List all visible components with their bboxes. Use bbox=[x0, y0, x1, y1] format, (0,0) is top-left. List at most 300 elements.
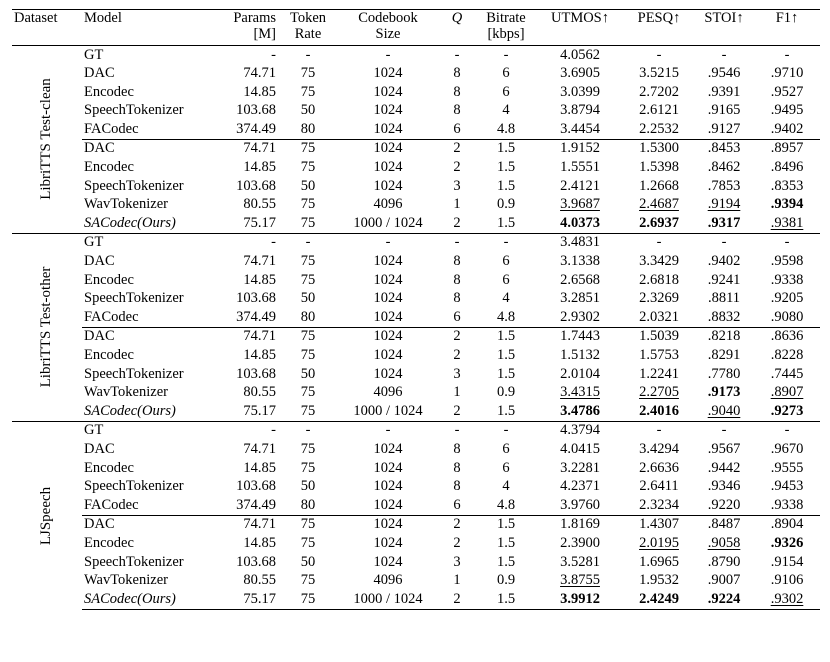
bitrate-cell bbox=[476, 440, 536, 459]
q-cell bbox=[438, 327, 476, 346]
table-row bbox=[12, 347, 820, 366]
token-rate-cell-value: 75 bbox=[300, 572, 316, 589]
utmos-cell bbox=[536, 65, 624, 84]
token-rate-cell-value: 50 bbox=[300, 177, 316, 194]
bitrate-cell bbox=[476, 139, 536, 158]
q-cell bbox=[438, 553, 476, 572]
model-cell-value: Encodec bbox=[84, 271, 134, 288]
codebook-cell bbox=[338, 553, 438, 572]
token-rate-cell bbox=[278, 290, 338, 309]
codebook-cell-value: 1024 bbox=[373, 553, 403, 570]
f1-cell bbox=[754, 177, 820, 196]
pesq-cell bbox=[624, 65, 694, 84]
table-row bbox=[12, 159, 820, 178]
utmos-cell bbox=[536, 440, 624, 459]
codebook-cell bbox=[338, 327, 438, 346]
token-rate-cell-value: 75 bbox=[300, 590, 316, 607]
utmos-cell bbox=[536, 421, 624, 440]
token-rate-cell bbox=[278, 139, 338, 158]
stoi-cell bbox=[694, 421, 754, 440]
table-row bbox=[12, 139, 820, 158]
table-row bbox=[12, 65, 820, 84]
model-cell-value: SACodec(Ours) bbox=[84, 402, 176, 419]
utmos-cell bbox=[536, 139, 624, 158]
token-rate-cell bbox=[278, 384, 338, 403]
dataset-label: LibriTTS Test-other bbox=[38, 267, 55, 388]
stoi-cell-value: .8462 bbox=[707, 159, 741, 176]
q-cell bbox=[438, 271, 476, 290]
pesq-cell-value: 1.2668 bbox=[639, 177, 679, 194]
bitrate-cell-value: 6 bbox=[502, 271, 510, 288]
utmos-cell bbox=[536, 159, 624, 178]
f1-cell bbox=[754, 46, 820, 65]
codebook-cell-value: 1000 / 1024 bbox=[353, 214, 423, 231]
token-rate-cell-value: - bbox=[305, 46, 311, 63]
bitrate-cell-value: 1.5 bbox=[496, 534, 516, 551]
bitrate-cell-value: 1.5 bbox=[496, 140, 516, 157]
q-cell-value: 6 bbox=[453, 120, 461, 137]
bitrate-cell-value: 1.5 bbox=[496, 177, 516, 194]
utmos-cell-value: 1.9152 bbox=[560, 140, 600, 157]
q-cell bbox=[438, 402, 476, 421]
token-rate-cell-value: 75 bbox=[300, 159, 316, 176]
model-cell bbox=[82, 214, 212, 233]
utmos-cell bbox=[536, 365, 624, 384]
pesq-cell bbox=[624, 120, 694, 139]
codebook-cell-value: 1024 bbox=[373, 459, 403, 476]
q-cell bbox=[438, 177, 476, 196]
q-cell-value: 1 bbox=[453, 572, 461, 589]
model-cell bbox=[82, 233, 212, 252]
table-row bbox=[12, 459, 820, 478]
pesq-cell-value: 2.6937 bbox=[639, 214, 679, 231]
codebook-cell-value: 1000 / 1024 bbox=[353, 402, 423, 419]
params-cell bbox=[212, 139, 278, 158]
f1-cell-value: .9402 bbox=[770, 120, 804, 137]
stoi-cell bbox=[694, 196, 754, 215]
utmos-cell bbox=[536, 590, 624, 609]
q-cell-value: 1 bbox=[453, 384, 461, 401]
model-cell-value: Encodec bbox=[84, 459, 134, 476]
stoi-cell bbox=[694, 120, 754, 139]
codebook-cell-value: 1024 bbox=[373, 83, 403, 100]
f1-cell-value: .9710 bbox=[770, 65, 804, 82]
token-rate-cell bbox=[278, 233, 338, 252]
pesq-cell-value: 1.6965 bbox=[639, 553, 679, 570]
model-cell-value: FACodec bbox=[84, 308, 139, 325]
codebook-cell bbox=[338, 459, 438, 478]
params-cell bbox=[212, 515, 278, 534]
model-cell-value: SpeechTokenizer bbox=[84, 102, 184, 119]
codebook-cell-value: 1000 / 1024 bbox=[353, 590, 423, 607]
utmos-cell-value: 3.1338 bbox=[560, 253, 600, 270]
header-dataset: Dataset bbox=[12, 10, 82, 46]
bitrate-cell bbox=[476, 384, 536, 403]
stoi-cell bbox=[694, 347, 754, 366]
stoi-cell bbox=[694, 459, 754, 478]
f1-cell-value: .8496 bbox=[770, 159, 804, 176]
codebook-cell bbox=[338, 177, 438, 196]
bitrate-cell bbox=[476, 214, 536, 233]
pesq-cell-value: 3.4294 bbox=[639, 440, 679, 457]
f1-cell bbox=[754, 402, 820, 421]
q-cell-value: 6 bbox=[453, 496, 461, 513]
q-cell bbox=[438, 459, 476, 478]
pesq-cell-value: 1.5398 bbox=[639, 159, 679, 176]
dataset-cell bbox=[12, 421, 82, 609]
token-rate-cell bbox=[278, 459, 338, 478]
f1-cell-value: .9394 bbox=[770, 196, 804, 213]
model-cell-value: DAC bbox=[84, 253, 115, 270]
token-rate-cell bbox=[278, 478, 338, 497]
pesq-cell-value: - bbox=[656, 422, 662, 439]
params-cell bbox=[212, 253, 278, 272]
params-cell-value: 14.85 bbox=[243, 159, 276, 176]
utmos-cell-value: 1.5132 bbox=[560, 347, 600, 363]
codebook-cell bbox=[338, 290, 438, 309]
q-cell bbox=[438, 365, 476, 384]
pesq-cell-value: 2.6818 bbox=[639, 271, 679, 288]
f1-cell-value: .9381 bbox=[770, 214, 804, 231]
header-params bbox=[212, 10, 278, 46]
utmos-cell bbox=[536, 290, 624, 309]
codebook-cell bbox=[338, 46, 438, 65]
stoi-cell bbox=[694, 590, 754, 609]
stoi-cell bbox=[694, 402, 754, 421]
codebook-cell-value: 1024 bbox=[373, 253, 403, 270]
f1-cell-value: .9598 bbox=[770, 253, 804, 270]
params-cell bbox=[212, 402, 278, 421]
table-row bbox=[12, 177, 820, 196]
stoi-cell-value: - bbox=[721, 46, 727, 63]
stoi-cell bbox=[694, 177, 754, 196]
pesq-cell bbox=[624, 159, 694, 178]
utmos-cell-value: 4.0415 bbox=[560, 440, 600, 457]
pesq-cell bbox=[624, 327, 694, 346]
model-cell-value: SpeechTokenizer bbox=[84, 553, 184, 570]
params-cell-value: 14.85 bbox=[243, 459, 276, 476]
q-cell bbox=[438, 233, 476, 252]
table-row bbox=[12, 83, 820, 102]
utmos-cell bbox=[536, 214, 624, 233]
stoi-cell-value: .9194 bbox=[707, 196, 741, 213]
q-cell bbox=[438, 102, 476, 121]
pesq-cell bbox=[624, 534, 694, 553]
f1-cell-value: .9670 bbox=[770, 440, 804, 457]
table-row bbox=[12, 120, 820, 139]
params-cell bbox=[212, 347, 278, 366]
model-cell bbox=[82, 196, 212, 215]
params-cell-value: 374.49 bbox=[236, 120, 276, 137]
codebook-cell bbox=[338, 102, 438, 121]
model-cell bbox=[82, 159, 212, 178]
table-row bbox=[12, 214, 820, 233]
model-cell-value: SpeechTokenizer bbox=[84, 290, 184, 307]
bitrate-cell-value: 4.8 bbox=[496, 308, 516, 325]
results-table bbox=[12, 9, 820, 610]
f1-cell-value: .9273 bbox=[770, 402, 804, 419]
token-rate-cell bbox=[278, 102, 338, 121]
bitrate-cell-value: 1.5 bbox=[496, 214, 516, 231]
table-row bbox=[12, 496, 820, 515]
table-row bbox=[12, 233, 820, 252]
model-cell-value: GT bbox=[84, 46, 104, 63]
q-cell-value: 8 bbox=[453, 478, 461, 495]
codebook-cell-value: 1024 bbox=[373, 365, 403, 382]
codebook-cell-value: 1024 bbox=[373, 308, 403, 325]
codebook-cell-value: 1024 bbox=[373, 516, 403, 533]
stoi-cell bbox=[694, 365, 754, 384]
bitrate-cell bbox=[476, 308, 536, 327]
q-cell bbox=[438, 308, 476, 327]
f1-cell bbox=[754, 139, 820, 158]
token-rate-cell bbox=[278, 590, 338, 609]
table-row bbox=[12, 402, 820, 421]
model-cell-value: SACodec(Ours) bbox=[84, 590, 176, 607]
model-cell-value: DAC bbox=[84, 328, 115, 345]
utmos-cell bbox=[536, 515, 624, 534]
params-cell bbox=[212, 214, 278, 233]
token-rate-cell bbox=[278, 120, 338, 139]
model-cell-value: Encodec bbox=[84, 347, 134, 363]
stoi-cell-value: .8218 bbox=[707, 328, 741, 345]
params-cell bbox=[212, 159, 278, 178]
f1-cell-value: .7445 bbox=[770, 365, 804, 382]
bitrate-cell bbox=[476, 347, 536, 366]
model-cell bbox=[82, 308, 212, 327]
bitrate-cell bbox=[476, 515, 536, 534]
utmos-cell-value: 3.9912 bbox=[560, 590, 600, 607]
params-cell-value: - bbox=[271, 422, 276, 439]
f1-cell-value: .9302 bbox=[770, 590, 804, 607]
q-cell-value: 3 bbox=[453, 365, 461, 382]
q-cell-value: 3 bbox=[453, 177, 461, 194]
utmos-cell bbox=[536, 196, 624, 215]
stoi-cell bbox=[694, 572, 754, 591]
pesq-cell-value: 2.2532 bbox=[639, 120, 679, 137]
utmos-cell bbox=[536, 177, 624, 196]
stoi-cell-value: .9546 bbox=[707, 65, 741, 82]
params-cell-value: 374.49 bbox=[236, 496, 276, 513]
model-cell bbox=[82, 83, 212, 102]
model-cell bbox=[82, 402, 212, 421]
stoi-cell-value: .9317 bbox=[707, 214, 741, 231]
utmos-cell-value: 3.8755 bbox=[560, 572, 600, 589]
utmos-cell bbox=[536, 327, 624, 346]
bitrate-cell bbox=[476, 290, 536, 309]
codebook-cell bbox=[338, 402, 438, 421]
codebook-cell bbox=[338, 478, 438, 497]
pesq-cell-value: 2.6636 bbox=[639, 459, 679, 476]
codebook-cell bbox=[338, 534, 438, 553]
pesq-cell bbox=[624, 139, 694, 158]
f1-cell bbox=[754, 590, 820, 609]
token-rate-cell bbox=[278, 347, 338, 366]
pesq-cell-value: 1.2241 bbox=[639, 365, 679, 382]
bitrate-cell bbox=[476, 177, 536, 196]
token-rate-cell-value: 75 bbox=[300, 384, 316, 401]
utmos-cell bbox=[536, 553, 624, 572]
bitrate-cell bbox=[476, 233, 536, 252]
f1-cell bbox=[754, 308, 820, 327]
codebook-cell-value: 1024 bbox=[373, 534, 403, 551]
bitrate-cell-value: 4 bbox=[502, 478, 510, 495]
codebook-cell bbox=[338, 590, 438, 609]
model-cell bbox=[82, 590, 212, 609]
stoi-cell bbox=[694, 271, 754, 290]
bitrate-cell bbox=[476, 365, 536, 384]
utmos-cell-value: 3.9687 bbox=[560, 196, 600, 213]
token-rate-cell-value: 50 bbox=[300, 102, 316, 119]
pesq-cell-value: 1.4307 bbox=[639, 516, 679, 533]
bitrate-cell-value: - bbox=[503, 234, 509, 251]
pesq-cell-value: 2.6411 bbox=[639, 478, 679, 495]
stoi-cell bbox=[694, 214, 754, 233]
token-rate-cell bbox=[278, 572, 338, 591]
table-row bbox=[12, 290, 820, 309]
model-cell-value: WavTokenizer bbox=[84, 384, 168, 401]
codebook-cell-value: 1024 bbox=[373, 140, 403, 157]
bitrate-cell bbox=[476, 253, 536, 272]
token-rate-cell bbox=[278, 327, 338, 346]
q-cell bbox=[438, 196, 476, 215]
f1-cell-value: - bbox=[784, 234, 790, 251]
f1-cell bbox=[754, 83, 820, 102]
dataset-label: LibriTTS Test-clean bbox=[38, 78, 55, 201]
q-cell-value: 2 bbox=[453, 159, 461, 176]
bitrate-cell bbox=[476, 553, 536, 572]
stoi-cell-value: .8453 bbox=[707, 140, 741, 157]
q-cell-value: 8 bbox=[453, 83, 461, 100]
stoi-cell bbox=[694, 534, 754, 553]
stoi-cell bbox=[694, 102, 754, 121]
pesq-cell bbox=[624, 402, 694, 421]
bitrate-cell-value: 4 bbox=[502, 102, 510, 119]
bitrate-cell bbox=[476, 271, 536, 290]
codebook-cell bbox=[338, 365, 438, 384]
codebook-cell bbox=[338, 384, 438, 403]
pesq-cell-value: 2.4249 bbox=[639, 590, 679, 607]
f1-cell bbox=[754, 271, 820, 290]
utmos-cell-value: 4.2371 bbox=[560, 478, 600, 495]
pesq-cell bbox=[624, 196, 694, 215]
utmos-cell bbox=[536, 233, 624, 252]
token-rate-cell bbox=[278, 159, 338, 178]
stoi-cell-value: .8832 bbox=[707, 308, 741, 325]
header-utmos: UTMOS↑ bbox=[536, 10, 624, 46]
q-cell-value: - bbox=[454, 422, 460, 439]
pesq-cell bbox=[624, 590, 694, 609]
q-cell bbox=[438, 496, 476, 515]
q-cell-value: 8 bbox=[453, 459, 461, 476]
model-cell-value: DAC bbox=[84, 440, 115, 457]
dataset-cell bbox=[12, 46, 82, 234]
bitrate-cell-value: 6 bbox=[502, 65, 510, 82]
model-cell bbox=[82, 572, 212, 591]
stoi-cell-value: .7853 bbox=[707, 177, 741, 194]
pesq-cell bbox=[624, 515, 694, 534]
bitrate-cell bbox=[476, 83, 536, 102]
stoi-cell-value: .8811 bbox=[707, 290, 741, 307]
token-rate-cell-value: 50 bbox=[300, 290, 316, 307]
pesq-cell-value: 2.6121 bbox=[639, 102, 679, 119]
results-table-container bbox=[12, 9, 820, 610]
utmos-cell bbox=[536, 347, 624, 366]
table-row bbox=[12, 572, 820, 591]
f1-cell bbox=[754, 421, 820, 440]
bitrate-cell-value: 0.9 bbox=[496, 196, 516, 213]
codebook-cell-value: 1024 bbox=[373, 478, 403, 495]
model-cell bbox=[82, 177, 212, 196]
q-cell bbox=[438, 515, 476, 534]
codebook-cell bbox=[338, 572, 438, 591]
utmos-cell-value: 3.2281 bbox=[560, 459, 600, 476]
codebook-cell-value: 1024 bbox=[373, 120, 403, 137]
codebook-cell-value: - bbox=[385, 234, 391, 251]
stoi-cell bbox=[694, 46, 754, 65]
f1-cell-value: .9555 bbox=[770, 459, 804, 476]
pesq-cell-value: 1.5039 bbox=[639, 328, 679, 345]
token-rate-cell bbox=[278, 46, 338, 65]
pesq-cell bbox=[624, 478, 694, 497]
header-bitrate-line1: Bitrate bbox=[486, 10, 526, 26]
token-rate-cell bbox=[278, 534, 338, 553]
q-cell bbox=[438, 347, 476, 366]
params-cell bbox=[212, 440, 278, 459]
model-cell bbox=[82, 515, 212, 534]
token-rate-cell-value: 50 bbox=[300, 365, 316, 382]
utmos-cell bbox=[536, 459, 624, 478]
model-cell-value: GT bbox=[84, 234, 104, 251]
q-cell-value: 2 bbox=[453, 347, 461, 363]
f1-cell-value: .9338 bbox=[770, 496, 804, 513]
q-cell-value: 8 bbox=[453, 290, 461, 307]
codebook-cell-value: 4096 bbox=[373, 384, 403, 401]
bitrate-cell-value: 4.8 bbox=[496, 120, 516, 137]
f1-cell bbox=[754, 159, 820, 178]
stoi-cell bbox=[694, 83, 754, 102]
f1-cell bbox=[754, 534, 820, 553]
params-cell bbox=[212, 65, 278, 84]
params-cell bbox=[212, 384, 278, 403]
utmos-cell-value: 3.2851 bbox=[560, 290, 600, 307]
params-cell bbox=[212, 534, 278, 553]
utmos-cell-value: 2.4121 bbox=[560, 177, 600, 194]
params-cell-value: 103.68 bbox=[236, 177, 276, 194]
token-rate-cell bbox=[278, 515, 338, 534]
token-rate-cell-value: 75 bbox=[300, 83, 316, 100]
model-cell-value: GT bbox=[84, 422, 104, 439]
header-f1: F1↑ bbox=[754, 10, 820, 46]
model-cell bbox=[82, 421, 212, 440]
q-cell bbox=[438, 534, 476, 553]
utmos-cell bbox=[536, 308, 624, 327]
params-cell-value: 80.55 bbox=[243, 196, 276, 213]
utmos-cell-value: 3.4454 bbox=[560, 120, 600, 137]
params-cell-value: 74.71 bbox=[243, 140, 276, 157]
f1-cell bbox=[754, 327, 820, 346]
model-cell bbox=[82, 139, 212, 158]
f1-cell-value: .9453 bbox=[770, 478, 804, 495]
model-cell-value: SpeechTokenizer bbox=[84, 177, 184, 194]
utmos-cell-value: 4.3794 bbox=[560, 422, 600, 439]
model-cell bbox=[82, 440, 212, 459]
params-cell bbox=[212, 120, 278, 139]
params-cell-value: - bbox=[271, 46, 276, 63]
token-rate-cell bbox=[278, 65, 338, 84]
q-cell bbox=[438, 590, 476, 609]
params-cell-value: 103.68 bbox=[236, 478, 276, 495]
